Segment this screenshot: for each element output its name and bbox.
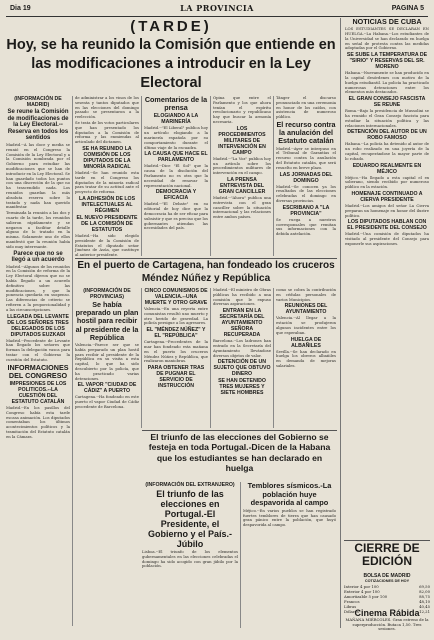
article-subhead: SE SUBE LA TEMPERATURA DE "SIRIO" Y RESERVAS DEL SR. MORENO [346,52,428,71]
article-body: Madrid.--Los amigos del señor La Cierva preparan un homenaje en honor del ilustre político. [345,202,429,218]
article-subhead: El recurso contra la anulación del Estatuto catalán [276,119,336,146]
issue-day: Dia 19 [10,5,31,12]
masthead [6,2,428,17]
press-comments-title: Comentarios de la prensa [144,95,208,113]
article-subhead: EL GRAN CONSEJO FASCISTA SE REUNE [348,96,426,109]
main-headline: Hoy, se ha reunido la Comisión que entiende en las modificaciones a introducir en la Ley Electoral [6,37,336,91]
article-subhead: CINCO COMUNISMOS DE VALENCIA.--UNA MUERTE Y OTRO GRAVE [144,288,208,306]
row-label: Amortizable 5 por 100 [344,594,388,599]
article-body: Madrid.--"El Liberal" publica hoy un artículo elogiando a la marinería española por su comportamiento durante el último viaje de la escuadra. [144,125,208,150]
article-body: Madrid.--Procedente de Levante han llegado los señores que forman la delegación vasca para tratar con el Gobierno la cuestión del Estatuto. [6,337,70,362]
article-body: Madrid.--Ayer se interpuso en el Tribunal de Garantías el recurso contra la anulación del Estatuto catalán, que será resuelto en breve plazo. [276,145,336,170]
cartagena-col-b [144,288,208,428]
page-number: PAGINA 5 [391,5,424,12]
article-subhead: INFORMACIONES DEL CONGRESO [7,362,69,380]
row-value: 48,10 [419,599,430,604]
article-body: Madrid.--Se conocen ya los resultados de las elecciones celebradas el domingo en diversas provincias. [276,183,336,203]
article-body: Barcelona.--Los ladrones han entrado en la Secretaría del Ayuntamiento llevándose diversos objetos de valor. [213,338,271,358]
article-subhead: DETENCIÓN DEL AUTOR DE UN ROBO FAMOSO [347,129,427,142]
cinema-body: MAÑANA MIÉRCOLES. Gran estreno de la superproducción. Butaca 1,50. Tres sesiones. [345,617,429,632]
article-subhead: EL NUEVO PRESIDENTE DE LA COMISIÓN DE ESTATUTOS [76,214,138,233]
newspaper-title: LA PROVINCIA [180,3,254,13]
article-subhead: ENTRAN EN LA SECRETARÍA DEL AYUNTAMIENTO SEÑORA RECUPERADA [219,308,265,339]
section-rule [75,258,337,259]
article-body: Roma.--Bajo la presidencia de Mussolini se ha reunido el Gran Consejo fascista para estudiar la situación política y las relaciones internacionales. [345,108,429,128]
article-subhead: EL VAPOR "CIUDAD DE CÁDIZ" A PUERTO [77,382,137,395]
article-subhead: DETENCIÓN DE UN SUJETO QUE OBTUVO DINERO [213,359,271,378]
article-body: Madrid.--"La Voz" publica hoy un artículo sobre los procedimientos militares de intervención en el campo. [213,155,271,176]
article-body: Madrid.--"El Debate" en su editorial de hoy dice que la democracia ha de ser eficaz para subsistir y que es preciso que los gobernantes atiendan las necesidades del país. [144,201,208,231]
article-body: Valencia.--En una reyerta entre comunistas resultó uno muerto y otro herido de gravedad. La policía persigue a los agresores. [144,306,208,326]
article-body: Cartagena.--Procedentes de la mar han fondeado esta mañana en el puerto los cruceros Méndez Núñez y República, que realizaron maniobras. [144,339,208,364]
article-subhead: EDUARDO REALMENTE EN MÉJICO [352,162,422,175]
column-3 [144,96,208,256]
article-body: Madrid.--En los pasillos del Congreso había esta tarde escasa animación. Los diputados comentaban los últimos acontecimientos políticos y la tramitación del Estatuto catalán en la Cámara. [6,405,70,439]
cartagena-col-c [213,288,271,428]
article-body: Madrid.--"Ahora" publica una entrevista con el gran canciller sobre la situación internacional y las relaciones entre ambos países. [213,194,271,220]
article-body: Se trata de los votos particulares que han presentado los diputados a la Comisión de reforma y las enmiendas al articulado del dictamen. [75,119,139,145]
article-subhead: LA ADHESIÓN DE LOS INTELECTUALES AL RÉGIMEN [78,195,136,214]
column-divider [273,288,274,428]
article-body: Madrid.--Ha sido elegido presidente de la Comisión de Estatutos el diputado señor Jiménez de Asúa, que sustituye al anterior presidente. [75,232,139,258]
article-body: LOS ESTUDIANTES SE DECLARAN EN HUELGA.--La Habana.--Los estudiantes de la Universidad se han declarado en huelga en señal de protesta contra las medidas adoptadas por el Gobierno. [345,26,429,51]
column-5 [276,96,336,256]
section-label: (INFORMACIÓN DE PROVINCIAS) [83,288,131,300]
article-body: Tánger el discurso pronunciado en una ceremonia en honor de los caídos, con asistencia de numeroso público. [276,95,336,120]
article-body: Terminada la reunión a las dos y cuarto de la tarde, los reunidos salieron rápidamente y se negaron a facilitar detalle alguno de lo tratado en la misma. Solamente uno de ellos manifestó que la reunión había sido muy interesante. [6,210,70,249]
article-subhead: PARA OBTENER TRAS DE PUGNAR EL SERVICIO DE INSTRUCCIÓN [147,365,205,390]
article-subhead: IMPRESIONES DE LOS POLITICOS.--LA CUESTIÓN DEL ESTATUTO CATALÁN [9,381,67,406]
row-value: 88,75 [419,594,430,599]
section-label: (INFORMACIÓN DEL EXTRANJERO) [145,482,235,488]
column-divider [273,96,274,256]
row-label: Exterior 4 por 100 [344,589,380,594]
article-subhead: LA CAUSA QUE HACE EL PARLAMENTO [144,151,208,164]
article-body: Cartagena.--Ha fondeado en este puerto el vapor Ciudad de Cádiz procedente de Barcelona. [75,394,139,409]
row-label: Interior 4 por 100 [344,584,379,589]
bolsa-title: BOLSA DE MADRID [363,573,411,579]
article-subhead: SE HAN DETENIDO TRES MUJERES Y SIETE HOMBRES [218,378,266,397]
column-divider [72,96,73,626]
article-body: como se cobra la contribución en cédulas personales de varios Municipios. [276,287,336,302]
article-body: Madrid.--Una comisión de diputados ha visitado al presidente del Consejo para exponerle sus aspiraciones. [345,231,429,246]
row-value: 82,00 [419,589,430,594]
article-subhead: LA PRENSA ENTREVISTA DEL GRAN CANCILLER [218,176,266,195]
article-body: Méjico.--Ha llegado a esta capital el ex soberano, siendo recibido por numeroso público en la estación. [345,174,429,190]
sidebar-column [345,18,429,538]
article-subhead: DEMOCRACIA Y EFICACIA [155,189,197,202]
article-subhead: LOS DIPUTADOS HABLAN CON EL PRESIDENTE DEL CONSEJO [347,219,427,232]
column-2 [75,96,139,256]
article-body: Méjico.--En varios pueblos se han registrado fuertes temblores de tierra que han causado gran pánico entre la población, que huyó despavorida al campo. [243,507,336,528]
cartagena-col-d [276,288,336,428]
article-subhead: ELOGIANDO A LA MARINERÍA [153,113,199,126]
article-body: Madrid.--Se han reunido esta tarde en el Congreso los diputados de la minoría radical para tratar de su actitud ante el proyecto de reforma. [75,169,139,195]
cinema-ad [344,608,430,632]
article-subhead: HUELGA DE ALBAÑILES [290,336,322,349]
row-label: Francos [344,599,360,604]
bolsa-subtitle: COTIZACIONES DE HOY [364,579,410,583]
article-body: Madrid.--Dice "El Sol" que la causa de la disolución del Parlamento no es otra que la necesidad de renovar la representación nacional. [144,163,208,188]
row-label: Dólares [344,609,359,614]
article-body: Sevilla.--Se han declarado en huelga los obreros albañiles en demanda de mejoras salariales. [276,348,336,368]
article-subhead: REUNIONES DEL AYUNTAMIENTO [284,303,328,316]
portugal-col-left [142,482,238,628]
column-4 [213,96,271,256]
article-subhead: LOS PROCEDIMIENTOS MILITARES DE INTERVENCIÓN EN CAMPO [218,125,266,156]
article-body: Valencia.--Al llegar a la estación se produjeron algunos incidentes entre los que esperaban. [276,315,336,335]
column-divider [141,288,142,428]
row-value: 12,21 [419,609,430,614]
article-subhead: SE HA REUNIDO LA COMISIÓN DE LOS DIPUTADOS DE LA MINORÍA RADICAL [82,145,132,170]
cierre-edicion: CIERRE DE EDICIÓN [354,541,420,568]
article-subhead: Parece que no se llegó a un acuerdo [11,250,65,264]
cartagena-col-a [75,288,139,428]
article-body: Opina que entre el Parlamento y los que ahora tenían el espíritu revolucionario y republicano hay que buscar la armonía necesaria. [213,95,271,124]
article-body: Madrid.--Algunos de los reunidos en la Comisión de reforma de la Ley Electoral dijeron que no se había llegado a un acuerdo definitivo sobre las modificaciones, y que la ponencia quedaría en suspenso. Las diferencias de criterio se refieren a la proporcionalidad y a las circunscripciones. [6,263,70,312]
portugal-col-right [243,482,336,628]
article-body: Madrid.--A las doce y media se reunió en el Congreso la Comisión de la Ley Electoral y a la Comisión nombrada por el Gobierno para estudiar las modificaciones que se han de introducir en la Ley Electoral. Se han guardado todos los puntos con una discreción de la que no ha trascendido nada. Los reunidos guardan la más absoluta reserva sobre lo tratado y nada han querido manifestar. [6,141,70,210]
article-subhead: Se había preparado un plan hostil para recibir al presidente de la República [75,300,139,342]
article-subhead: LAS JORNADAS DEL DOMINGO [279,171,333,184]
article-body: Habana.--La policía ha detenido al autor de un robo realizado en una joyería de la capital, recuperándose la mayor parte de lo robado. [345,141,429,161]
section-rule [142,430,337,431]
article-body: Se ruega a nuestros corresponsales que remitan sus informaciones con la debida antelación. [276,216,336,237]
column-1 [6,96,70,439]
portugal-headline: El triunfo de las elecciones del Gobierno se festeja en toda Portugal.-Dicen de la Habana que los estudiantes se han declarado en huelga [148,432,331,474]
article-body: Madrid.--El ministro de Obras públicas ha recibido a una comisión que le expuso diversas aspiraciones. [213,287,271,307]
column-divider [210,288,211,428]
cinema-title: Cinema Rábida [354,608,420,618]
article-subhead: Se reune la Comisión de modificaciones de la Ley Electoral.--Reserva en todos los sentidos [7,109,69,142]
sidebar-news [340,18,433,628]
article-subhead: LLEGADA DEL LEVANTE DE LOS SEÑORES TRES DELEGADOS DE LOS DIPUTADOS EUZKADI [7,313,69,338]
column-divider [141,96,142,256]
article-body: Habana.--Nuevamente se han producido en la capital desórdenes con motivo de la huelga estudiantil. La policía ha practicado numerosas detenciones entre los elementos más destacados. [345,70,429,95]
cartagena-headline: En el puerto de Cartagena, han fondeado los cruceros Méndez Núñez y República [77,260,335,284]
article-body: Valencia.--Parece ser que se había preparado un plan hostil para recibir al presidente de la República en su visita a esta capital, lo que ha sido descubierto por la policía, que ha practicado varias detenciones. [75,342,139,381]
article-body: Lisboa.--El triunfo de los elementos gubernamentales en las elecciones celebradas el domingo ha sido acogido con gran júbilo por la población. [142,549,238,569]
row-label: Libras [344,604,357,609]
article-subhead: Temblores sísmicos.-La población huye despavorida al campo [247,481,332,508]
article-subhead: ESCRIBANO A "LA PROVINCIA" [282,204,330,217]
row-value: 69,50 [419,584,430,589]
row-value: 40,45 [419,604,430,609]
sidebar-title: NOTICIAS DE CUBA [352,17,422,26]
main-kicker: (TARDE) [130,18,212,35]
article-subhead: HOMENAJE CONTINUADO A CIERVA PRESIDENTE [351,190,423,203]
column-divider [210,96,211,256]
column-divider [240,482,241,628]
section-label: (INFORMACIÓN DE MADRID) [14,96,62,108]
article-subhead: El triunfo de las elecciones en Portugal.-El Presidente, el Gobierno y el País.-Júbilo [147,489,233,549]
article-subhead: EL "MÉNDEZ NÚÑEZ" Y EL "REPÚBLICA" [146,327,206,340]
article-body: de administrar a los vinos de los sesenta y tantos diputados que en las elecciones del domingo pasado se presentaron a la reelección. [75,95,139,120]
